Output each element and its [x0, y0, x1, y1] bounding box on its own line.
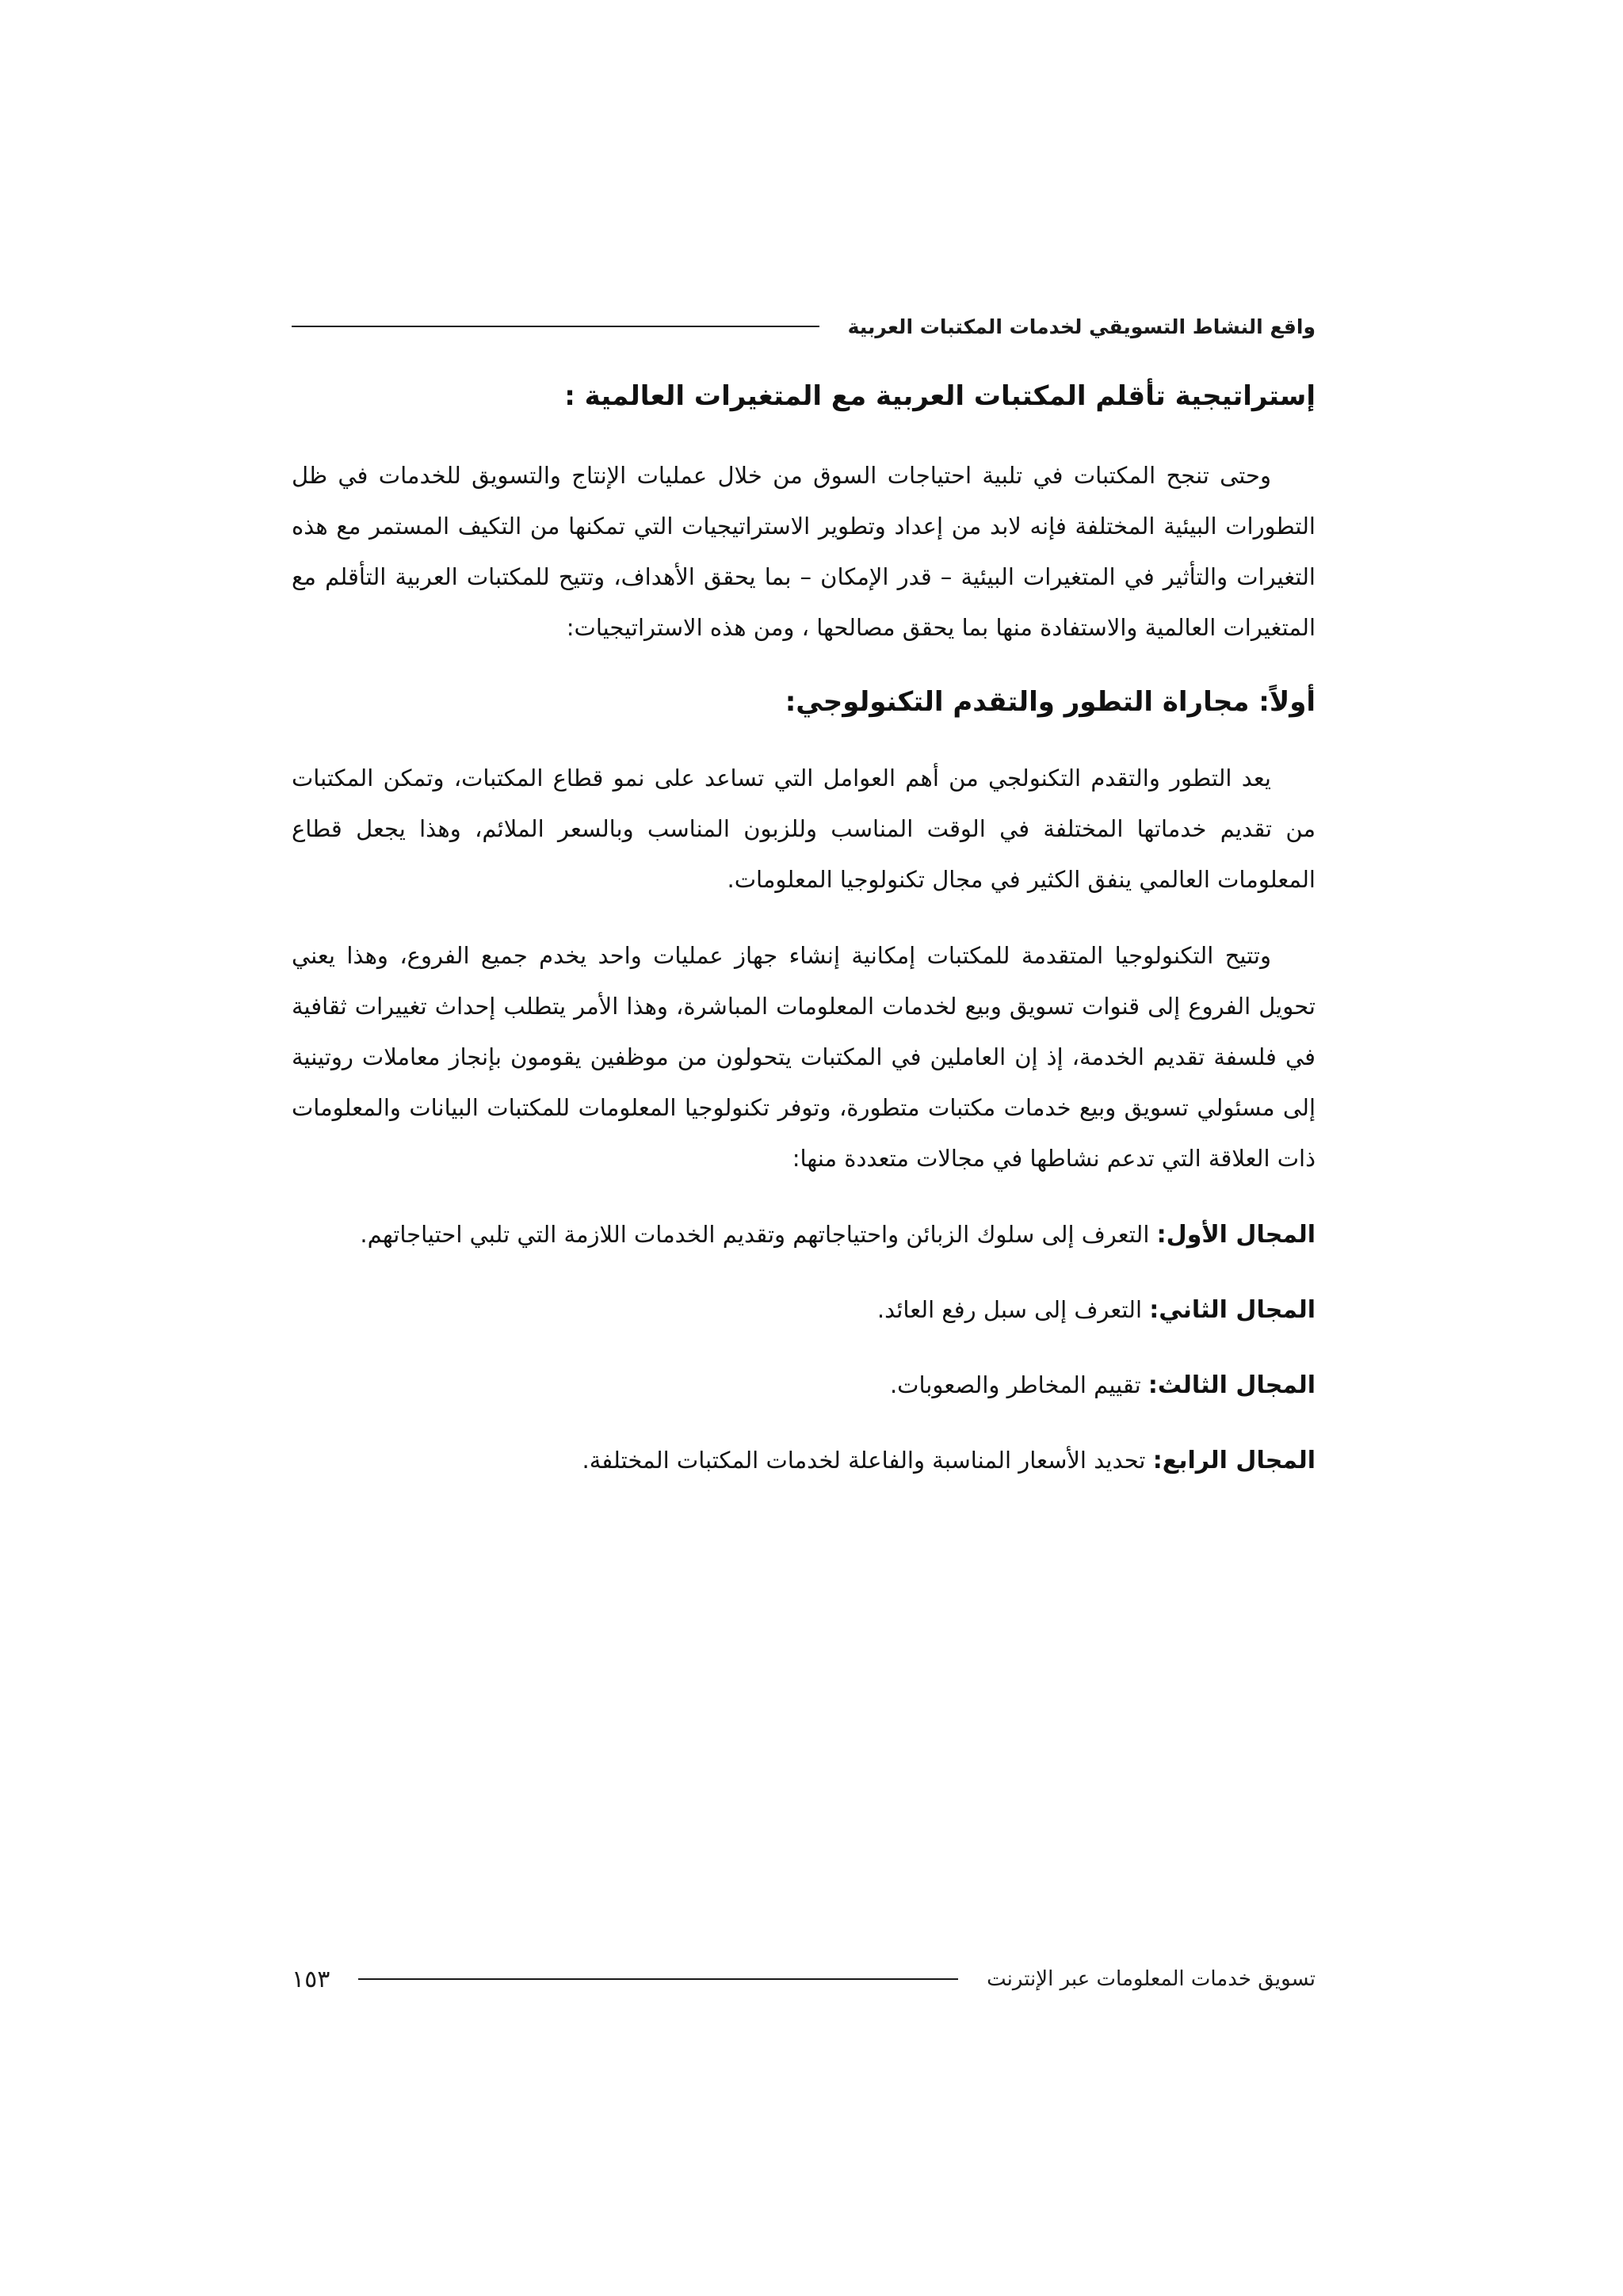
page-content — [292, 372, 1316, 1510]
field-label: المجال الأول: — [1156, 1221, 1316, 1249]
page-footer — [292, 1962, 1316, 1997]
subsection-title: أولاً: مجاراة التطور والتقدم التكنولوجي: — [785, 686, 1316, 718]
paragraph-technology: يعد التطور والتقدم التكنولجي من أهم العوامل التي تساعد على نمو قطاع المكتبات، وتمكن المكتبات من تقديم خدماتها المختلفة في الوقت المناسب وللزبون المناسب وبالسعر الملائم، وهذا يجعل قطاع المعلومات العالمي ينفق الكثير في مجال تكنولوجيا المعلومات. — [292, 765, 1316, 893]
field-text: تحديد الأسعار المناسبة والفاعلة لخدمات المكتبات المختلفة. — [582, 1447, 1153, 1474]
page-number: ١٥٣ — [292, 1965, 330, 1993]
header-rule — [292, 326, 819, 327]
field-text: التعرف إلى سبل رفع العائد. — [876, 1296, 1150, 1323]
footer-book-title: تسويق خدمات المعلومات عبر الإنترنت — [987, 1967, 1316, 1991]
paragraph-advanced-technology: وتتيح التكنولوجيا المتقدمة للمكتبات إمكانية إنشاء جهاز عمليات واحد يخدم جميع الفروع، وهذا يعني تحويل الفروع إلى قنوات تسويق وبيع لخدمات المعلومات المباشرة، وهذا الأمر يتطلب إحداث تغييرات ثقافية في فلسفة تقديم الخدمة، إذ إن العاملين في المكتبات يتحولون من موظفين يقومون بإنجاز معاملات روتينية إلى مسئولي تسويق وبيع خدمات مكتبات متطورة، وتوفر تكنولوجيا المعلومات للمكتبات البيانات والمعلومات ذات العلاقة التي تدعم نشاطها في مجالات متعددة منها: — [292, 942, 1316, 1172]
field-item-2 — [292, 1284, 1316, 1336]
field-label: المجال الثالث: — [1148, 1371, 1316, 1399]
field-item-3 — [292, 1360, 1316, 1411]
field-text: التعرف إلى سلوك الزبائن واحتياجاتهم وتقديم الخدمات اللازمة التي تلبي احتياجاتهم. — [360, 1221, 1157, 1248]
running-header — [292, 311, 1316, 342]
field-item-4 — [292, 1435, 1316, 1486]
field-label: المجال الرابع: — [1152, 1447, 1316, 1474]
running-header-title: واقع النشاط التسويقي لخدمات المكتبات العربية — [847, 315, 1316, 338]
footer-rule — [358, 1978, 958, 1980]
field-item-1 — [292, 1209, 1316, 1261]
intro-paragraph: وحتى تنجح المكتبات في تلبية احتياجات السوق من خلال عمليات الإنتاج والتسويق للخدمات في ظل التطورات البيئية المختلفة فإنه لابد من إعداد وتطوير الاستراتيجيات التي تمكنها من التكيف المستمر مع هذه التغيرات والتأثير في المتغيرات البيئية – قدر الإمكان – بما يحقق الأهداف، وتتيح للمكتبات العربية التأقلم مع المتغيرات العالمية والاستفادة منها بما يحقق مصالحها ، ومن هذه الاستراتيجيات: — [292, 462, 1316, 641]
section-title: إستراتيجية تأقلم المكتبات العربية مع المتغيرات العالمية : — [564, 380, 1316, 412]
field-text: تقييم المخاطر والصعوبات. — [889, 1371, 1148, 1398]
field-label: المجال الثاني: — [1149, 1296, 1316, 1324]
